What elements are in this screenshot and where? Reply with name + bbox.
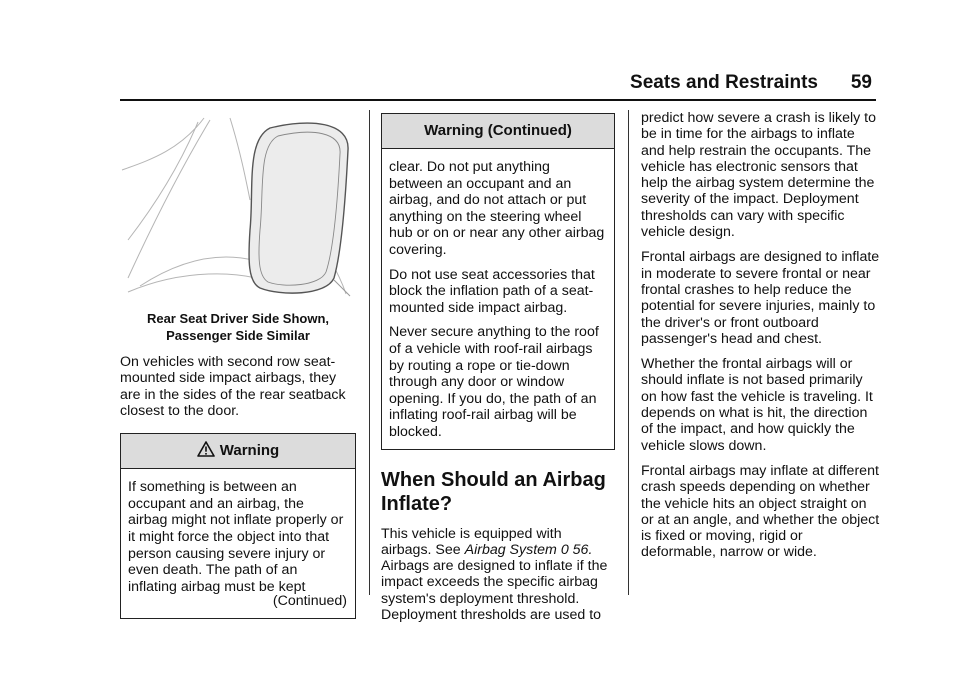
- xref-arrow: 0: [560, 541, 569, 558]
- xref-title: Airbag System: [464, 541, 557, 558]
- header-divider: [120, 99, 876, 101]
- warning-header: [121, 434, 355, 469]
- page-number: 59: [850, 72, 872, 93]
- warning-title: Warning: [219, 442, 280, 460]
- airbag-system-link[interactable]: [465, 542, 593, 558]
- col3-p4: Frontal airbags may inflate at different crash speeds depending on whether the vehicle hits an object straight on or at an angle, and whether the object is fixed or moving, rigid or deformable, narrow or wide.: [641, 462, 880, 561]
- warning-continued-body: [382, 149, 614, 449]
- para-rest: Airbags are designed to inflate if the impact exceeds the specific airbag system's deployment threshold. Deployment thresholds are used to: [381, 558, 608, 623]
- warning-triangle-icon: [197, 436, 215, 470]
- figure-caption: [120, 310, 356, 344]
- warning-continued-p3: Never secure anything to the roof of a vehicle with roof-rail airbags by routing a rope or tie-down through any door or window opening. If you do, the path of an inflating roof-rail airbag will be blocked.: [389, 324, 599, 440]
- column-2: [381, 110, 615, 632]
- warning-continued-p1: clear. Do not put anything between an occupant and an airbag, and do not attach or put anything on the steering wheel hub or on or near any other airbag covering.: [389, 159, 605, 258]
- warning-box: [120, 433, 356, 619]
- col3-p3: Whether the frontal airbags will or should inflate is not based primarily on how fast the vehicle is traveling. It depends on what is hit, the direction of the impact, and how quickly the vehicle slows down.: [641, 356, 873, 454]
- section-heading: When Should an Airbag Inflate?: [381, 468, 606, 515]
- airbag-paragraph: [381, 526, 615, 624]
- column-divider-1: [369, 110, 370, 595]
- caption-line-1: Rear Seat Driver Side Shown,: [146, 311, 330, 326]
- rear-seat-airbag-illustration: [120, 110, 356, 300]
- column-3: [641, 110, 881, 570]
- continued-label: (Continued): [272, 593, 347, 610]
- column-1: [120, 110, 356, 619]
- column-divider-2: [628, 110, 629, 595]
- intro-paragraph: On vehicles with second row seat-mounted side impact airbags, they are in the sides of the rear seatback closest to the door.: [120, 354, 346, 419]
- warning-body: [121, 469, 355, 618]
- col3-p1: predict how severe a crash is likely to be in time for the airbags to inflate and help restrain the occupants. The vehicle has electronic sensors that help the airbag system determine the severity of the impact. Deployment thresholds can vary with specific vehicle design.: [641, 110, 876, 241]
- col3-p2: Frontal airbags are designed to inflate in moderate to severe frontal or near frontal crashes to help reduce the potential for severe injuries, mainly to the driver's or front outboard passenger's head and chest.: [641, 249, 880, 347]
- section-title: Seats and Restraints: [630, 72, 818, 93]
- seat-airbag-drawing: [120, 110, 356, 300]
- warning-continued-box: [381, 113, 615, 450]
- page-header: [120, 72, 876, 100]
- para-start: This vehicle is equipped with airbags. See: [381, 525, 562, 558]
- warning-continued-header: Warning (Continued): [382, 114, 614, 149]
- warning-text: If something is between an occupant and an airbag, the airbag might not inflate properly or it might force the object into that person causing severe injury or even death. The path of an inflating airbag must be kept: [128, 479, 344, 595]
- warning-continued-p2: Do not use seat accessories that block the inflation path of a seat-mounted side impact airbag.: [389, 266, 595, 316]
- xref-page: 56.: [572, 541, 593, 558]
- caption-line-2: Passenger Side Similar: [166, 328, 310, 343]
